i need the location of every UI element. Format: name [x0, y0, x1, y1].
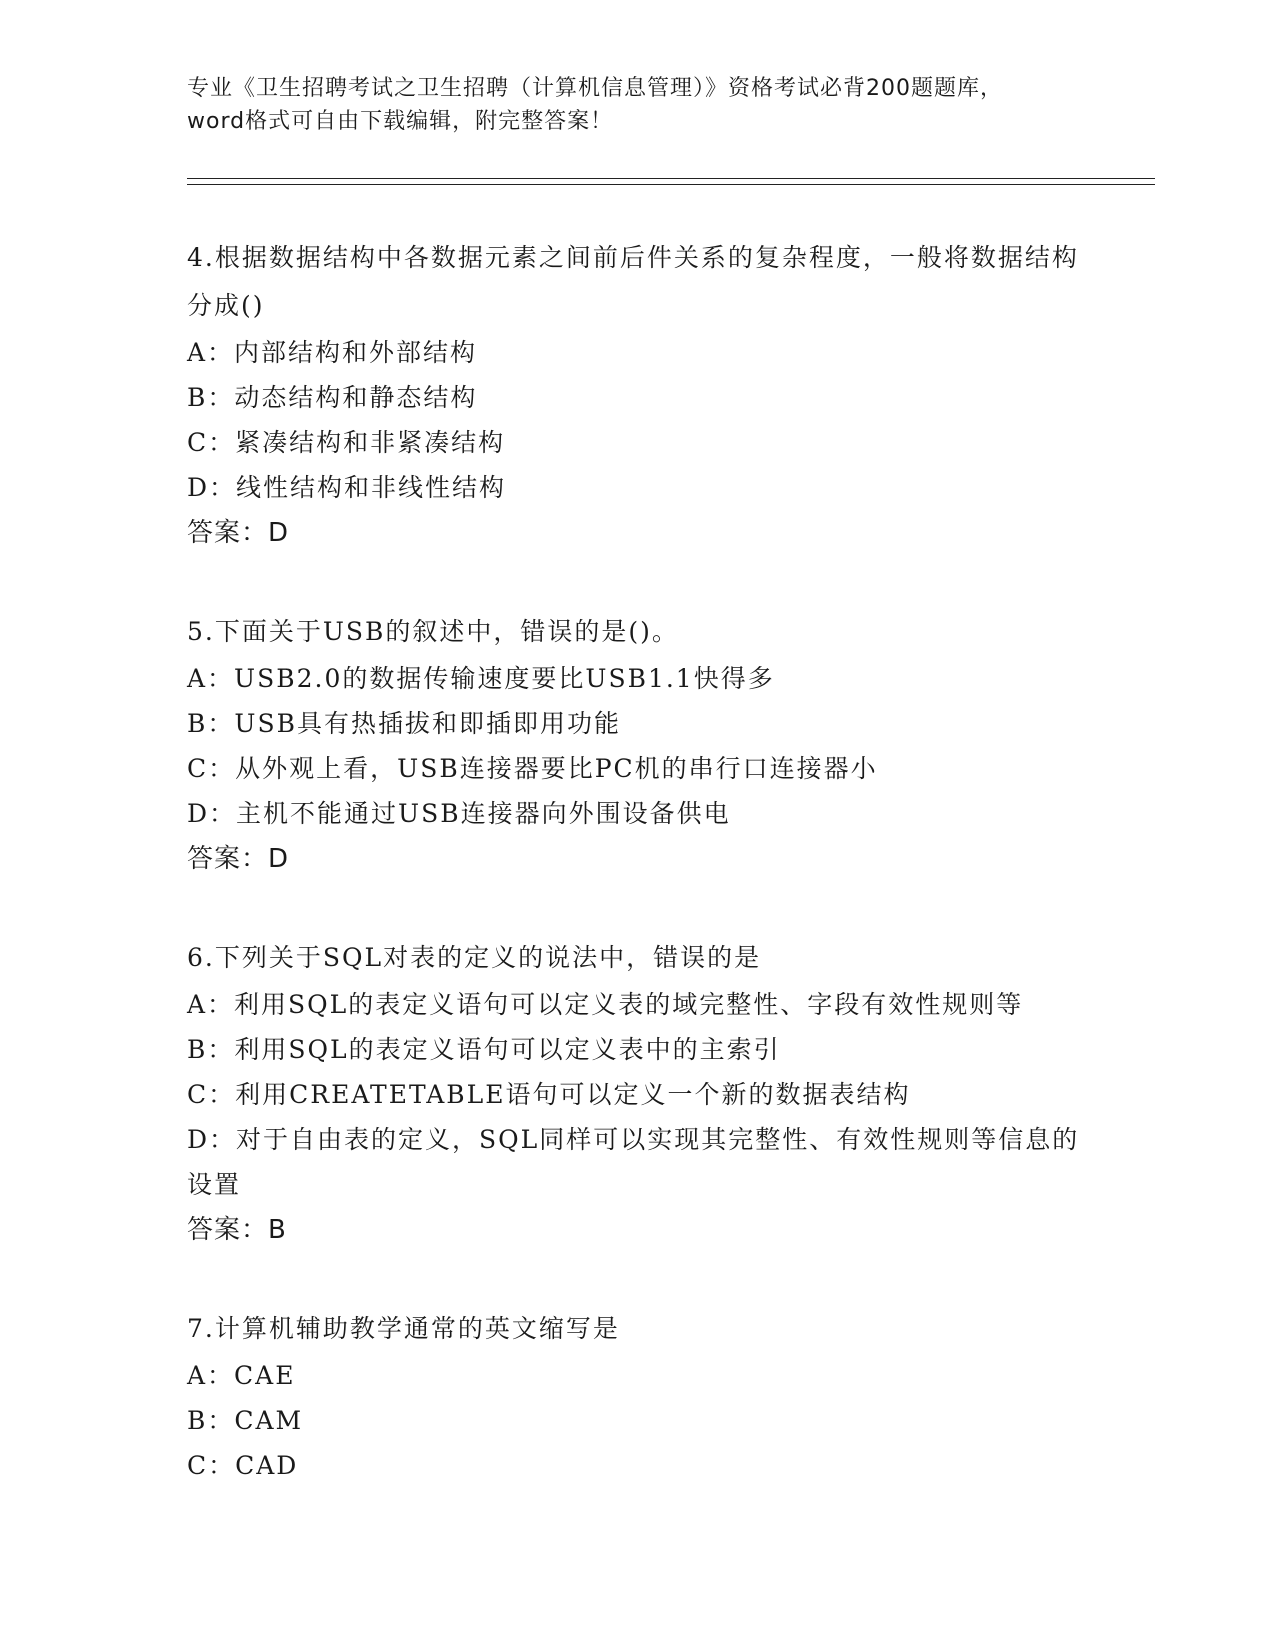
option-b: B：利用SQL的表定义语句可以定义表中的主索引 [187, 1035, 781, 1064]
question-7 [187, 1305, 1087, 1488]
question-list [187, 234, 1087, 1540]
option-c: C：紧凑结构和非紧凑结构 [187, 428, 506, 457]
answer: 答案：D [187, 844, 290, 874]
option-b: B：CAM [187, 1406, 304, 1435]
header-divider-top [187, 178, 1155, 179]
option-b: B：USB具有热插拔和即插即用功能 [187, 709, 621, 738]
answer: 答案：B [187, 1215, 287, 1245]
option-b: B：动态结构和静态结构 [187, 383, 478, 412]
question-6 [187, 934, 1087, 1253]
question-text: 4.根据数据结构中各数据元素之间前后件关系的复杂程度，一般将数据结构分成() [187, 243, 1079, 320]
question-text: 7.计算机辅助教学通常的英文缩写是 [187, 1314, 620, 1343]
option-d: D：主机不能通过USB连接器向外围设备供电 [187, 799, 731, 828]
question-text: 5.下面关于USB的叙述中，错误的是()。 [187, 617, 679, 646]
question-4 [187, 234, 1087, 556]
option-a: A：USB2.0的数据传输速度要比USB1.1快得多 [187, 664, 775, 693]
option-c: C：CAD [187, 1451, 299, 1480]
document-header [187, 72, 1087, 138]
option-d: D：线性结构和非线性结构 [187, 473, 507, 502]
header-line-2: word格式可自由下载编辑，附完整答案！ [187, 109, 614, 134]
option-c: C：利用CREATETABLE语句可以定义一个新的数据表结构 [187, 1080, 911, 1109]
option-a: A：CAE [187, 1361, 296, 1390]
option-c: C：从外观上看，USB连接器要比PC机的串行口连接器小 [187, 754, 878, 783]
question-text: 6.下列关于SQL对表的定义的说法中，错误的是 [187, 943, 762, 972]
answer: 答案：D [187, 518, 290, 548]
option-a: A：利用SQL的表定义语句可以定义表的域完整性、字段有效性规则等 [187, 990, 1024, 1019]
option-a: A：内部结构和外部结构 [187, 338, 478, 367]
header-line-1: 专业《卫生招聘考试之卫生招聘（计算机信息管理）》资格考试必背200题题库， [187, 76, 1003, 101]
option-d: D：对于自由表的定义，SQL同样可以实现其完整性、有效性规则等信息的设置 [187, 1125, 1080, 1199]
header-divider-bottom [187, 184, 1155, 185]
question-5 [187, 608, 1087, 882]
